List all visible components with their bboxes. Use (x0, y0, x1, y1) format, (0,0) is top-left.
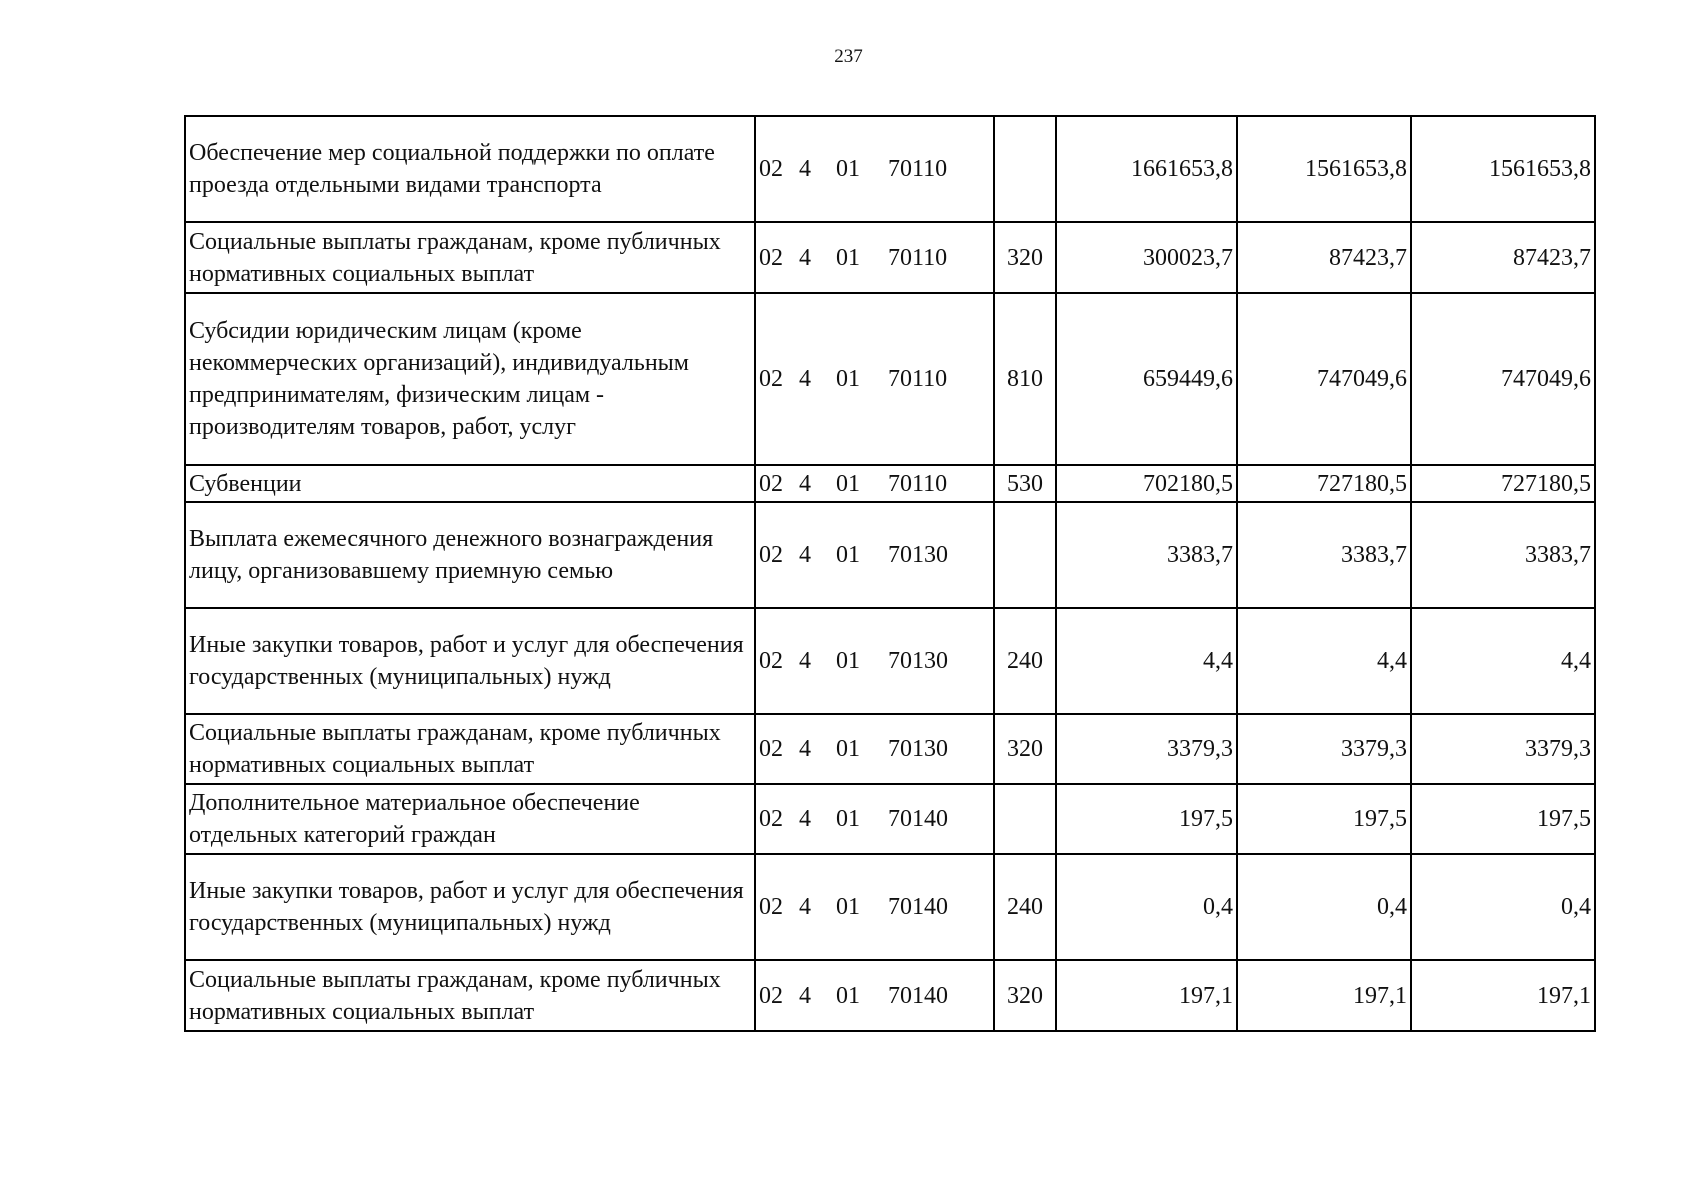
table-row (185, 960, 1595, 1031)
row-value-3: 4,4 (1411, 608, 1595, 714)
row-value-2: 197,1 (1237, 960, 1411, 1031)
code-event: 01 (836, 806, 860, 832)
row-expense-type: 240 (994, 854, 1056, 960)
row-codes (755, 293, 994, 465)
code-subprogram: 4 (799, 736, 811, 762)
row-value-1: 702180,5 (1056, 465, 1237, 502)
row-value-2: 727180,5 (1237, 465, 1411, 502)
row-value-3: 87423,7 (1411, 222, 1595, 293)
row-codes (755, 714, 994, 784)
row-name: Иные закупки товаров, работ и услуг для обеспечения государственных (муниципальных) нужд (185, 854, 755, 960)
code-direction: 70110 (888, 366, 948, 392)
code-event: 01 (836, 894, 860, 920)
code-subprogram: 4 (799, 806, 811, 832)
row-value-1: 3383,7 (1056, 502, 1237, 608)
code-event: 01 (836, 470, 860, 497)
row-value-2: 1561653,8 (1237, 116, 1411, 222)
code-subprogram: 4 (799, 542, 811, 568)
row-expense-type (994, 116, 1056, 222)
row-expense-type: 810 (994, 293, 1056, 465)
row-codes (755, 608, 994, 714)
code-event: 01 (836, 244, 860, 271)
row-value-1: 659449,6 (1056, 293, 1237, 465)
row-name: Иные закупки товаров, работ и услуг для обеспечения государственных (муниципальных) нужд (185, 608, 755, 714)
table-row (185, 784, 1595, 854)
table-row (185, 714, 1595, 784)
row-expense-type (994, 502, 1056, 608)
row-value-2: 747049,6 (1237, 293, 1411, 465)
page-number: 237 (834, 46, 863, 67)
code-program: 02 (759, 736, 783, 762)
row-value-2: 3379,3 (1237, 714, 1411, 784)
row-value-1: 0,4 (1056, 854, 1237, 960)
code-subprogram: 4 (799, 470, 811, 497)
code-subprogram: 4 (799, 366, 811, 392)
row-expense-type (994, 784, 1056, 854)
table-row (185, 608, 1595, 714)
row-name: Социальные выплаты гражданам, кроме публичных нормативных социальных выплат (185, 714, 755, 784)
row-value-2: 4,4 (1237, 608, 1411, 714)
code-subprogram: 4 (799, 894, 811, 920)
code-direction: 70140 (888, 982, 948, 1009)
code-program: 02 (759, 982, 783, 1009)
code-program: 02 (759, 366, 783, 392)
row-value-1: 300023,7 (1056, 222, 1237, 293)
code-subprogram: 4 (799, 156, 811, 182)
code-program: 02 (759, 244, 783, 271)
row-expense-type: 320 (994, 222, 1056, 293)
code-event: 01 (836, 648, 860, 674)
row-value-3: 197,5 (1411, 784, 1595, 854)
row-value-1: 197,5 (1056, 784, 1237, 854)
row-codes (755, 116, 994, 222)
code-direction: 70110 (888, 470, 948, 497)
row-name: Социальные выплаты гражданам, кроме публичных нормативных социальных выплат (185, 222, 755, 293)
table-row (185, 854, 1595, 960)
code-event: 01 (836, 366, 860, 392)
row-name: Социальные выплаты гражданам, кроме публичных нормативных социальных выплат (185, 960, 755, 1031)
code-subprogram: 4 (799, 982, 811, 1009)
code-event: 01 (836, 982, 860, 1009)
table-row (185, 502, 1595, 608)
budget-table (184, 115, 1596, 1032)
row-value-3: 0,4 (1411, 854, 1595, 960)
row-codes (755, 784, 994, 854)
row-name: Обеспечение мер социальной поддержки по оплате проезда отдельными видами транспорта (185, 116, 755, 222)
row-codes (755, 960, 994, 1031)
table-row (185, 293, 1595, 465)
code-event: 01 (836, 542, 860, 568)
row-name: Субвенции (185, 465, 755, 502)
row-value-1: 3379,3 (1056, 714, 1237, 784)
code-program: 02 (759, 156, 783, 182)
row-codes (755, 465, 994, 502)
table-row (185, 116, 1595, 222)
row-value-2: 87423,7 (1237, 222, 1411, 293)
code-program: 02 (759, 806, 783, 832)
table-row (185, 465, 1595, 502)
row-name: Субсидии юридическим лицам (кроме некоммерческих организаций), индивидуальным предпринимателям, физическим лицам - производителям товаров, работ, услуг (185, 293, 755, 465)
code-direction: 70110 (888, 244, 948, 271)
code-direction: 70130 (888, 542, 948, 568)
row-value-2: 197,5 (1237, 784, 1411, 854)
code-direction: 70140 (888, 894, 948, 920)
code-subprogram: 4 (799, 244, 811, 271)
row-value-1: 4,4 (1056, 608, 1237, 714)
row-value-2: 3383,7 (1237, 502, 1411, 608)
row-expense-type: 320 (994, 960, 1056, 1031)
code-program: 02 (759, 542, 783, 568)
code-program: 02 (759, 894, 783, 920)
row-value-3: 747049,6 (1411, 293, 1595, 465)
code-event: 01 (836, 736, 860, 762)
row-value-1: 197,1 (1056, 960, 1237, 1031)
row-value-3: 3379,3 (1411, 714, 1595, 784)
row-value-3: 3383,7 (1411, 502, 1595, 608)
row-name: Дополнительное материальное обеспечение отдельных категорий граждан (185, 784, 755, 854)
code-subprogram: 4 (799, 648, 811, 674)
code-program: 02 (759, 648, 783, 674)
code-direction: 70130 (888, 648, 948, 674)
table-row (185, 222, 1595, 293)
code-event: 01 (836, 156, 860, 182)
row-value-3: 727180,5 (1411, 465, 1595, 502)
row-codes (755, 502, 994, 608)
row-value-1: 1661653,8 (1056, 116, 1237, 222)
code-program: 02 (759, 470, 783, 497)
row-codes (755, 854, 994, 960)
row-expense-type: 240 (994, 608, 1056, 714)
code-direction: 70110 (888, 156, 948, 182)
row-value-3: 1561653,8 (1411, 116, 1595, 222)
row-value-3: 197,1 (1411, 960, 1595, 1031)
row-codes (755, 222, 994, 293)
code-direction: 70130 (888, 736, 948, 762)
row-expense-type: 320 (994, 714, 1056, 784)
budget-table-body (185, 116, 1595, 1031)
row-value-2: 0,4 (1237, 854, 1411, 960)
row-name: Выплата ежемесячного денежного вознаграждения лицу, организовавшему приемную семью (185, 502, 755, 608)
code-direction: 70140 (888, 806, 948, 832)
row-expense-type: 530 (994, 465, 1056, 502)
